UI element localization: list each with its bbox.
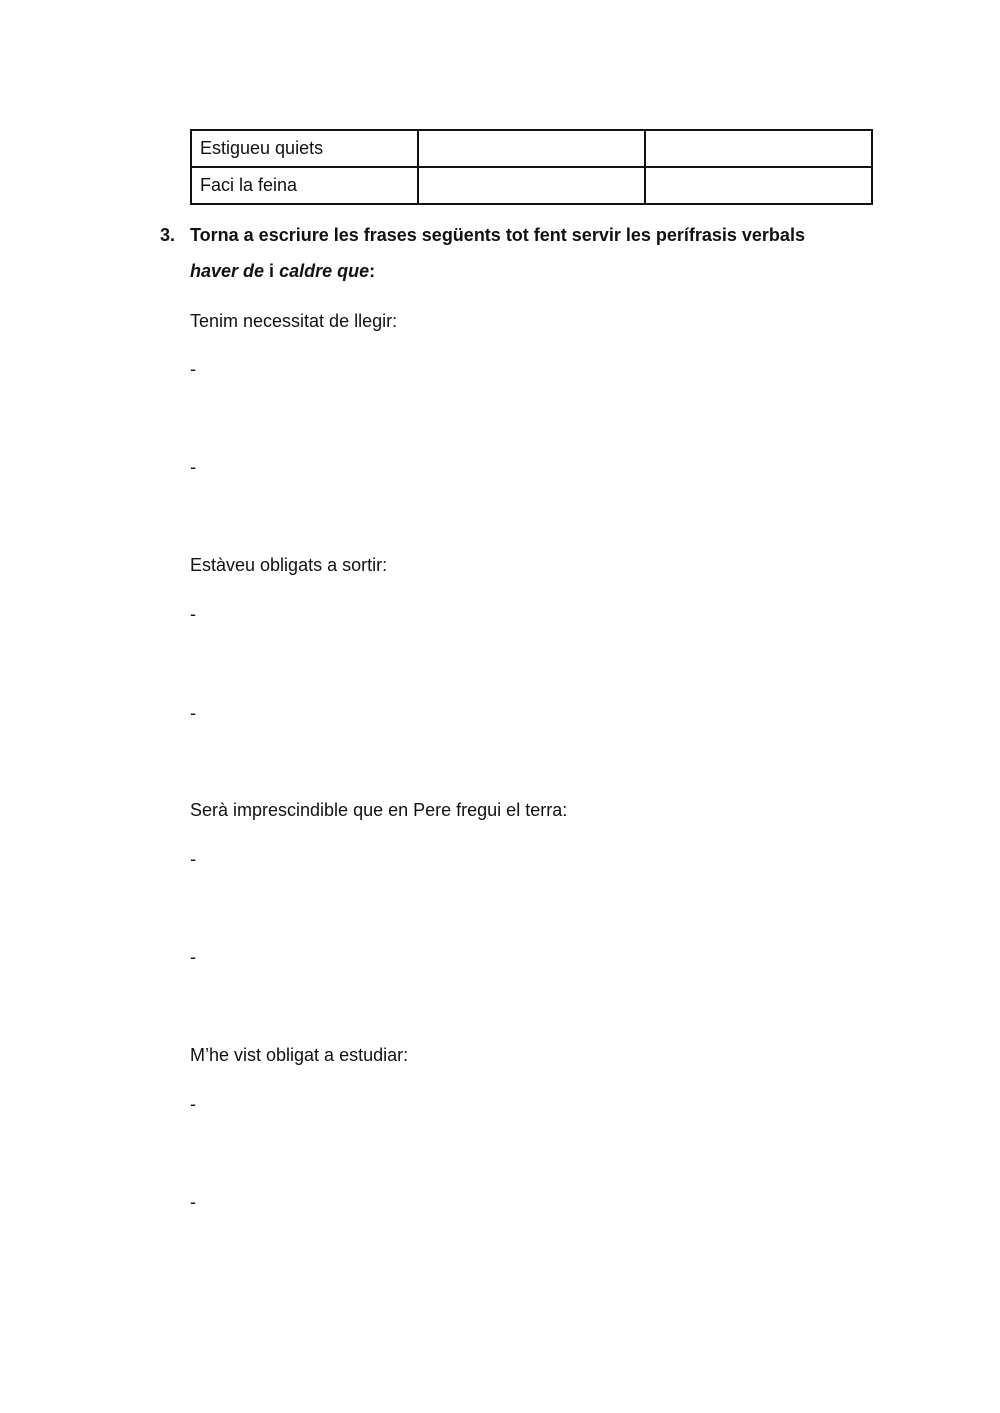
- answer-field[interactable]: [205, 1091, 865, 1117]
- answer-field[interactable]: [205, 1189, 865, 1215]
- answer-dash: -: [190, 703, 196, 723]
- answer-field[interactable]: [205, 356, 865, 382]
- exercise-prompt: M’he vist obligat a estudiar:: [190, 1045, 409, 1065]
- instruction-colon: :: [369, 261, 376, 281]
- answer-dash: -: [190, 604, 196, 624]
- table-row: [191, 167, 872, 204]
- table-row: [191, 130, 872, 167]
- answer-field[interactable]: [205, 700, 865, 726]
- term-caldre-que: caldre que: [279, 261, 370, 281]
- exercise-prompt: Estàveu obligats a sortir:: [190, 555, 388, 575]
- exercise-instruction: Torna a escriure les frases següents tot fent servir les perífrasis verbals: [190, 225, 805, 245]
- exercise-prompt: Tenim necessitat de llegir:: [190, 311, 398, 331]
- answer-dash: -: [190, 457, 196, 477]
- exercise-number: 3.: [160, 225, 176, 245]
- term-haver-de: haver de: [190, 261, 265, 281]
- answer-field[interactable]: [205, 846, 865, 872]
- answer-dash: -: [190, 1094, 196, 1114]
- table-cell-answer[interactable]: [418, 130, 645, 167]
- answer-dash: -: [190, 359, 196, 379]
- table-cell-label: Estigueu quiets: [191, 130, 418, 167]
- exercise-instruction-terms: [190, 261, 375, 282]
- table-cell-answer[interactable]: [418, 167, 645, 204]
- answer-dash: -: [190, 849, 196, 869]
- answer-dash: -: [190, 947, 196, 967]
- answer-field[interactable]: [205, 944, 865, 970]
- table-cell-answer[interactable]: [645, 130, 872, 167]
- table-cell-answer[interactable]: [645, 167, 872, 204]
- term-connector: i: [264, 261, 280, 281]
- table-cell-label: Faci la feina: [191, 167, 418, 204]
- answer-field[interactable]: [205, 454, 865, 480]
- answer-dash: -: [190, 1192, 196, 1212]
- exercise-prompt: Serà imprescindible que en Pere fregui el terra:: [190, 800, 568, 820]
- conjugation-table: [190, 129, 873, 205]
- answer-field[interactable]: [205, 601, 865, 627]
